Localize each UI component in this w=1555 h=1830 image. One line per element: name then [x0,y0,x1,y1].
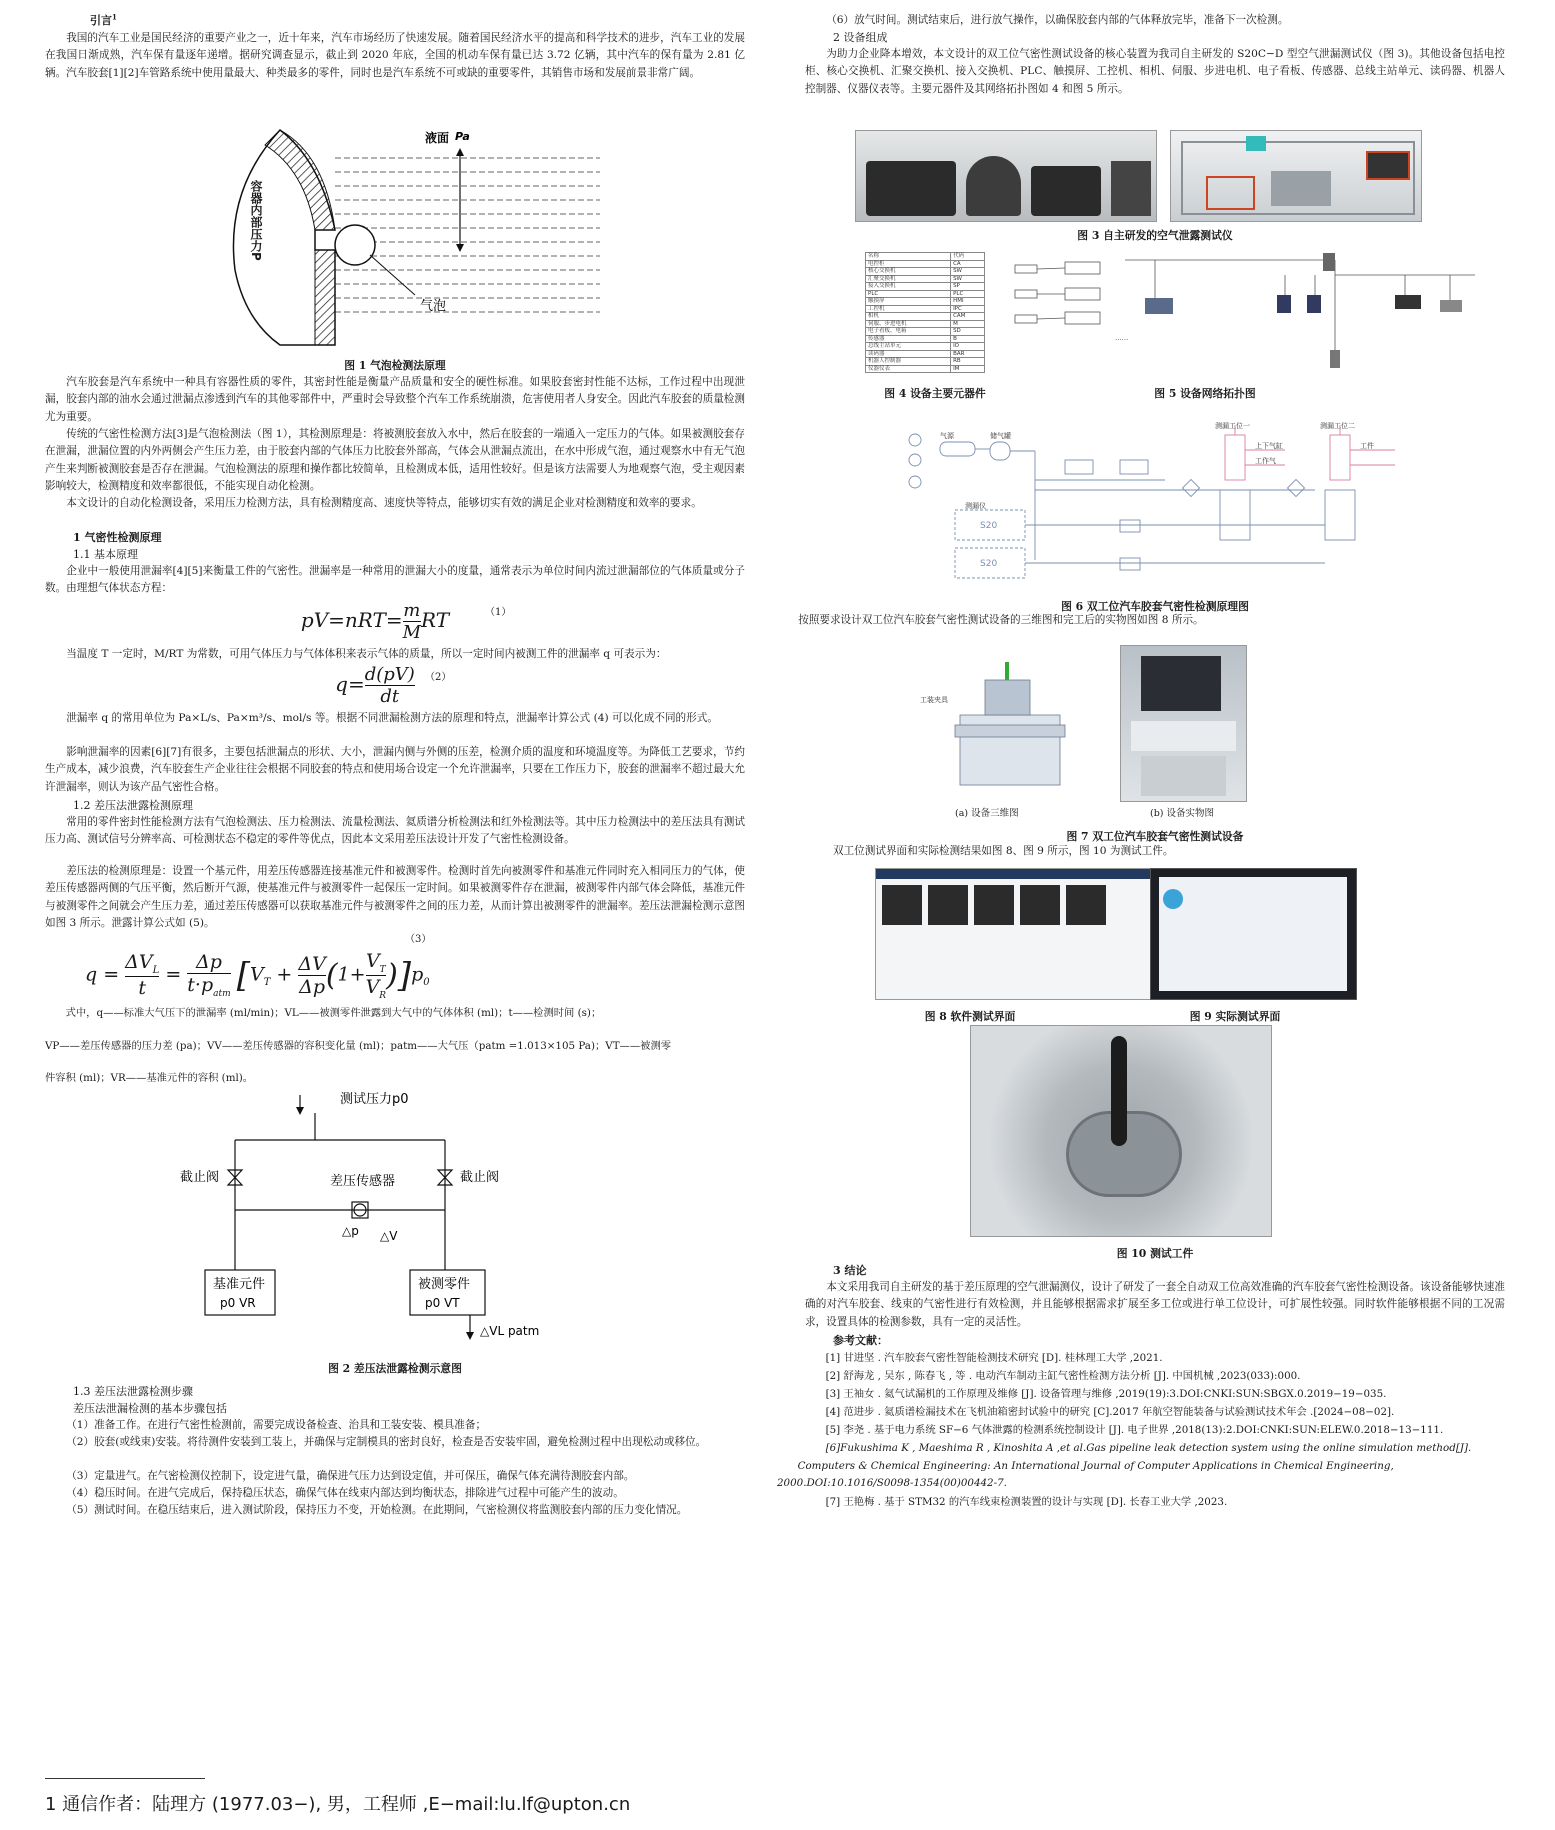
paragraph-4: 本文设计的自动化检测设备，采用压力检测方法，具有检测精度高、速度快等特点，能够切实有效的满足企业对检测精度和效率的要求。 [66,497,702,509]
equation-3-definitions-3: 件容积 (ml)；VR——基准元件的容积 (ml)。 [45,1072,254,1084]
step-3: （3）定量进气。在气密检测仪控制下，设定进气量，确保进气压力达到设定值，并可保压，确保气体充满待测胶套内部。 [66,1470,635,1482]
figure-4-component-table [865,252,985,373]
delta-v-label: △V [380,1229,398,1243]
section-2-paragraph-3: 双工位测试界面和实际检测结果如图 8、图 9 所示，图 10 为测试工件。 [833,845,1174,857]
figure-5-caption: 图 5 设备网络拓扑图 [1154,387,1256,400]
figure-4-table-cell: 电控柜 [866,260,951,268]
figure-6-caption: 图 6 双工位汽车胶套气密性检测原理图 [1061,600,1249,613]
reference-6-line-2: Computers & Chemical Engineering: An International Journal of Computer Applications in Chemical Engineering, 2000.DOI:10.1016/S0098-1354(00)00442-7. [777,1460,1394,1489]
test-part-values: p0 VT [425,1296,460,1310]
figure-4-caption: 图 4 设备主要元器件 [884,387,986,400]
figure-6-schematic [895,420,1415,590]
vessel-pressure-label: 容器内部压力P [249,180,263,261]
figure-4-table-cell: 机器人控制器 [866,358,951,366]
equation-1: pV=nRT= $\frac{m}{M}$ RT [300,600,450,643]
figure-2-caption: 图 2 差压法泄露检测示意图 [328,1362,462,1375]
step-4: （4）稳压时间。在进气完成后，保持稳压状态，确保气体在线束内部达到均衡状态，排除进气过程中可能产生的波动。 [66,1487,624,1499]
footnote: 1 通信作者：陆理方 (1977.03−), 男，工程师 ,E−mail:lu.lf@upton.cn [45,1794,631,1815]
step-5: （5）测试时间。在稳压结束后，进入测试阶段，保持压力不变，开始检测。在此期间，气密检测仪将监测胶套内部的压力变化情况。 [66,1504,688,1516]
figure-4-table-cell: IM [951,365,985,373]
figure-3-caption: 图 3 自主研发的空气泄露测试仪 [1077,229,1233,242]
figure-4-table-row [866,260,985,268]
paragraph-9: 常用的零件密封性能检测方法有气泡检测法、压力检测法、流量检测法、氦质谱分析检测法和红外检测法等。其中压力检测法中的差压法具有测试压力高、测试信号分辨率高、可检测状态不稳定的零件等优点，因此本文采用差压法设计开发了气密性检测设备。 [45,816,745,846]
section-1-heading: 1 气密性检测原理 [73,531,162,544]
figure-4-table-cell: SP [951,283,985,291]
fixture-label: 工件 [1360,442,1374,450]
figure-10-test-part-photo [970,1025,1272,1237]
paragraph-3: 传统的气密性检测方法[3]是气泡检测法（图 1），其检测原理是：将被测胶套放入水中，然后在胶套的一端通入一定压力的气体。如果被测胶套存在泄漏，泄漏位置的内外两侧会产生压力差，由于胶套内部的气体压力比胶套外部高，气体会从泄漏点流出，在水中形成气泡，通过观察水中有无气泡产生来判断被测胶套是否存在泄漏。气泡检测法的原理和操作都比较简单，且检测成本低，适用性较好。但是该方法需要人为地观察气泡，受主观因素影响较大，检测精度和效率都很低，不能实现自动化检测。 [45,428,745,493]
figure-1-bubble-diagram [220,120,610,350]
figure-4-table-cell: B [951,335,985,343]
figure-4-table-cell: 仪器仪表 [866,365,951,373]
figure-4-table-cell: SW [951,268,985,276]
figure-4-table-row [866,253,985,261]
figure-4-table-cell: M [951,320,985,328]
intro-paragraph: 我国的汽车工业是国民经济的重要产业之一，近十年来，汽车市场经历了快速发展。随着国民经济水平的提高和科学技术的进步，汽车工业的发展在我国日渐成熟，汽车保有量逐年递增。据研究调查显示，截止到 2020 年底，全国的机动车保有量已达 3.72 亿辆，其中汽车的保有量为 2.81 亿辆。汽车胶套[1][2]车管路系统中使用量最大、种类最多的零件，同时也是汽车系统不可或缺的重要零件，其销售市场和发展前景非常广阔。 [45,32,745,79]
air-source-label: 气源 [940,432,954,440]
figure-4-table-cell: SW [951,275,985,283]
reference-6-line-1: [6]Fukushima K , Maeshima R , Kinoshita A ,et al.Gas pipeline leak detection system using the online simulation method[J]. [825,1442,1472,1454]
equation-3: q = $\Delta V_L$ t = Δp $t\cdot p_{atm}$ [$V_T$ + $\frac{\Delta V}{\Delta p}$ (1+ $\frac{V_T}{V_R}$ )]$p_0$ [85,950,430,1001]
figure-4-table-row [866,298,985,306]
equation-1-number: （1） [485,607,512,618]
s20-b-label: S20 [980,559,998,569]
figure-4-table-cell: 触摸屏 [866,298,951,306]
steps-intro: 差压法泄漏检测的基本步骤包括 [73,1402,227,1415]
figure-4-table-cell: IPC [951,305,985,313]
paragraph-5: 企业中一般使用泄漏率[4][5]来衡量工件的气密性。泄漏率是一种常用的泄漏大小的度量，通常表示为单位时间内流过泄漏部位的气体质量或分子数。由理想气体状态方程： [45,565,745,595]
bubble-icon [335,225,375,265]
figure-7a-3d-model [920,650,1090,800]
paragraph-7: 泄漏率 q 的常用单位为 Pa×L/s、Pa×m³/s、mol/s 等。根据不同泄漏检测方法的原理和特点，泄漏率计算公式 (4) 可以化成不同的形式。 [66,712,718,724]
delta-p-label: △p [342,1224,359,1238]
reference-part-values: p0 VR [220,1296,256,1310]
figure-4-table-cell: 名称 [866,253,951,261]
label-control-panel: 工装夹具 [920,696,948,704]
pa-label: Pa [455,130,470,143]
figure-4-table-cell: RB [951,358,985,366]
section-1-3-heading: 1.3 差压法泄露检测步骤 [73,1385,193,1398]
figure-8-software-screen [875,868,1152,1000]
equation-2-number: （2） [425,672,452,683]
reference-5: [5] 李尧 . 基于电力系统 SF−6 气体泄露的检测系统控制设计 [J]. 电子世界 ,2018(13):2.DOI:CNKI:SUN:ELEW.0.2018−13−111. [825,1424,1444,1436]
figure-4-table-cell: 接入交换机 [866,283,951,291]
equation-2: q= $\frac{d(pV)}{dt}$ [335,664,415,707]
figure-4-table-row [866,268,985,276]
figure-4-table-cell: HMI [951,298,985,306]
sensor-label: 差压传感器 [330,1174,396,1189]
reference-4: [4] 范进步 . 氦质谱检漏技术在飞机油箱密封试验中的研究 [C].2017 年航空智能装备与试验测试技术年会 .[2024−08−02]. [825,1406,1395,1418]
figure-4-table-cell: 工控机 [866,305,951,313]
figure-4-table-cell: 相机 [866,313,951,321]
test-pressure-label: 测试压力p0 [340,1092,409,1107]
figure-5-network-topology [1005,250,1495,375]
paragraph-8: 影响泄漏率的因素[6][7]有很多，主要包括泄漏点的形状、大小，泄漏内侧与外侧的压差，检测介质的温度和环境温度等。为降低工艺要求，节约生产成本，减少浪费，汽车胶套生产企业往往会根据不同胶套的特点和使用场合设定一个允许泄漏率，只要在工作压力下，胶套的泄漏率不超过最大允许泄漏率，则认为该产品气密性合格。 [45,746,745,793]
reference-3: [3] 王袖女 . 氦气试漏机的工作原理及维修 [J]. 设备管理与维修 ,2019(19):3.DOI:CNKI:SUN:SBGX.0.2019−19−035. [825,1388,1387,1400]
paragraph-2: 汽车胶套是汽车系统中一种具有容器性质的零件，其密封性能是衡量产品质量和安全的硬性标准。如果胶套密封性能不达标，工作过程中出现泄漏，胶套内部的油水会通过泄漏点渗透到汽车的其他零部件中，严重时会导致整个汽车工作系统崩溃，危害使用者人身安全。因此汽车胶套的质量检测尤为重要。 [45,376,745,423]
conclusion-paragraph: 本文采用我司自主研发的基于差压原理的空气泄漏测仪，设计了研发了一套全自动双工位高效准确的汽车胶套气密性检测设备。该设备能够快速准确的对汽车胶套、线束的气密性进行有效检测，并且能够根据需求扩展至多工位或进行单工位设计，可扩展性较强。同时软件能够根据不同的工况需求，设置具体的检测参数，具有一定的灵活性。 [805,1281,1505,1328]
figure-4-table-row [866,275,985,283]
s20-a-label: S20 [980,521,998,531]
figure-7b-photo [1120,645,1247,802]
station-2-label: 测漏工位二 [1320,422,1355,430]
figure-4-table-cell: PLC [951,290,985,298]
valve-left-label: 截止阀 [180,1170,220,1185]
paragraph-6: 当温度 T 一定时，M/RT 为常数，可用气体压力与气体体积来表示气体的质量，所以一定时间内被测工件的泄漏率 q 可表示为： [66,648,667,660]
figure-2-differential-pressure-diagram [180,1085,600,1355]
references-heading: 参考文献： [833,1334,888,1347]
svg-text:......: ...... [1115,334,1129,342]
figure-3-photo-right [1170,130,1422,222]
figure-4-table-row [866,328,985,336]
figure-4-table-cell: CAM [951,313,985,321]
work-air-label: 工作气 [1255,457,1276,465]
station-1-label: 测漏工位一 [1215,422,1250,430]
liquid-surface-label: 液面 [425,131,450,145]
figure-9-actual-screen [1150,868,1357,1000]
paragraph-10: 差压法的检测原理是：设置一个基元件，用差压传感器连接基准元件和被测零件。检测时首先向被测零件和基准元件同时充入相同压力的气体，使差压传感器两侧的气压平衡，然后断开气源，使基准元件与被测零件一起保压一定时间。如果被测零件存在泄漏，被测零件内部气体会降低，基准元件与被测零件之间就会产生压力差，通过差压传感器可以获取基准元件与被测零件之间的压力差，从而计算出被测零件的泄漏率。差压法泄漏检测示意图如图 3 所示。泄露计算公式如 (5)。 [45,865,745,930]
figure-4-table-row [866,313,985,321]
section-3-heading: 3 结论 [833,1264,867,1277]
air-tank-label: 储气罐 [990,432,1011,440]
figure-4-table-row [866,335,985,343]
reference-2: [2] 舒海龙 , 吴东 , 陈春飞 , 等 . 电动汽车制动主缸气密性检测方法分析 [J]. 中国机械 ,2023(033):000. [825,1370,1301,1382]
figure-4-table-row [866,358,985,366]
section-2-paragraph: 为助力企业降本增效，本文设计的双工位气密性测试设备的核心装置为我司自主研发的 S20C−D 型空气泄漏测试仪（图 3)。其他设备包括电控柜、核心交换机、汇聚交换机、接入交换机、PLC、触摸屏、工控机、相机、伺服、步进电机、电子看板、传感器、总线主站单元、读码器、机器人控制器、仪器仪表等。主要元器件及其网络拓扑图如 4 和图 5 所示。 [805,48,1505,95]
step-1: （1）准备工作。在进行气密性检测前，需要完成设备检查、治具和工装安装、模具准备； [66,1419,487,1431]
equation-3-definitions-2: VP——差压传感器的压力差 (pa)；VV——差压传感器的容积变化量 (ml)；patm——大气压（patm =1.013×105 Pa)；VT——被测零 [45,1040,672,1052]
figure-4-table-row [866,320,985,328]
figure-4-table-row [866,365,985,373]
figure-4-table-row [866,305,985,313]
figure-4-table-row [866,343,985,351]
reference-1: [1] 甘进坚 . 汽车胶套气密性智能检测技术研究 [D]. 桂林理工大学 ,2021. [825,1352,1163,1364]
equation-3-number: （3） [405,934,432,945]
figure-4-table-cell: 总线主站单元 [866,343,951,351]
figure-4-table-row [866,290,985,298]
leak-label: △VL patm [480,1324,540,1338]
figure-7a-subcaption: (a) 设备三维图 [955,808,1019,819]
reference-7: [7] 王艳梅 . 基于 STM32 的汽车线束检测装置的设计与实现 [D]. 长春工业大学 ,2023. [825,1496,1228,1508]
figure-4-table-cell: 电子看板、电箱 [866,328,951,336]
step-6: （6）放气时间。测试结束后，进行放气操作，以确保胶套内部的气体释放完毕，准备下一次检测。 [826,14,1289,26]
leak-tester-label: 测漏仪 [965,502,986,510]
step-2: （2）胶套(或线束)安装。将待测件安装到工装上，并确保与定制模具的密封良好，检查是否安装牢固，避免检测过程中出现松动或移位。 [66,1436,707,1448]
reference-part-label: 基准元件 [213,1277,266,1292]
figure-4-table-cell: 伺服、步进电机 [866,320,951,328]
figure-4-table-cell: 传感器 [866,335,951,343]
figure-4-table-cell: PLC [866,290,951,298]
figure-4-table-cell: BAR [951,350,985,358]
figure-7-caption: 图 7 双工位汽车胶套气密性测试设备 [1066,830,1244,843]
section-2-paragraph-2: 按照要求设计双工位汽车胶套气密性测试设备的三维图和完工后的实物图如图 8 所示。 [798,614,1204,626]
cylinder-label: 上下气缸 [1255,442,1283,450]
figure-8-caption: 图 8 软件测试界面 [924,1010,1016,1023]
figure-4-table-cell: 代码 [951,253,985,261]
figure-4-table-cell: 核心交换机 [866,268,951,276]
figure-4-table-cell: 读码器 [866,350,951,358]
figure-1-caption: 图 1 气泡检测法原理 [344,359,446,372]
intro-heading: 引言$^1$ [90,12,117,27]
section-1-1-heading: 1.1 基本原理 [73,548,138,561]
equation-3-definitions-1: 式中，q——标准大气压下的泄漏率 (ml/min)；VL——被测零件泄露到大气中的气体体积 (ml)；t——检测时间 (s)； [65,1007,602,1019]
section-2-heading: 2 设备组成 [833,31,888,44]
bubble-label: 气泡 [420,299,447,314]
figure-4-table-row [866,350,985,358]
figure-7b-subcaption: (b) 设备实物图 [1150,808,1215,819]
figure-4-table-row [866,283,985,291]
footnote-rule [45,1778,205,1779]
valve-right-label: 截止阀 [460,1170,500,1185]
section-1-2-heading: 1.2 差压法泄露检测原理 [73,799,193,812]
figure-9-caption: 图 9 实际测试界面 [1189,1010,1281,1023]
figure-10-caption: 图 10 测试工件 [1116,1247,1194,1260]
figure-4-table-cell: CA [951,260,985,268]
test-part-label: 被测零件 [418,1277,471,1292]
figure-4-table-cell: 汇聚交换机 [866,275,951,283]
figure-4-table-cell: IO [951,343,985,351]
figure-3-photo-left [855,130,1157,222]
figure-4-table-cell: SD [951,328,985,336]
